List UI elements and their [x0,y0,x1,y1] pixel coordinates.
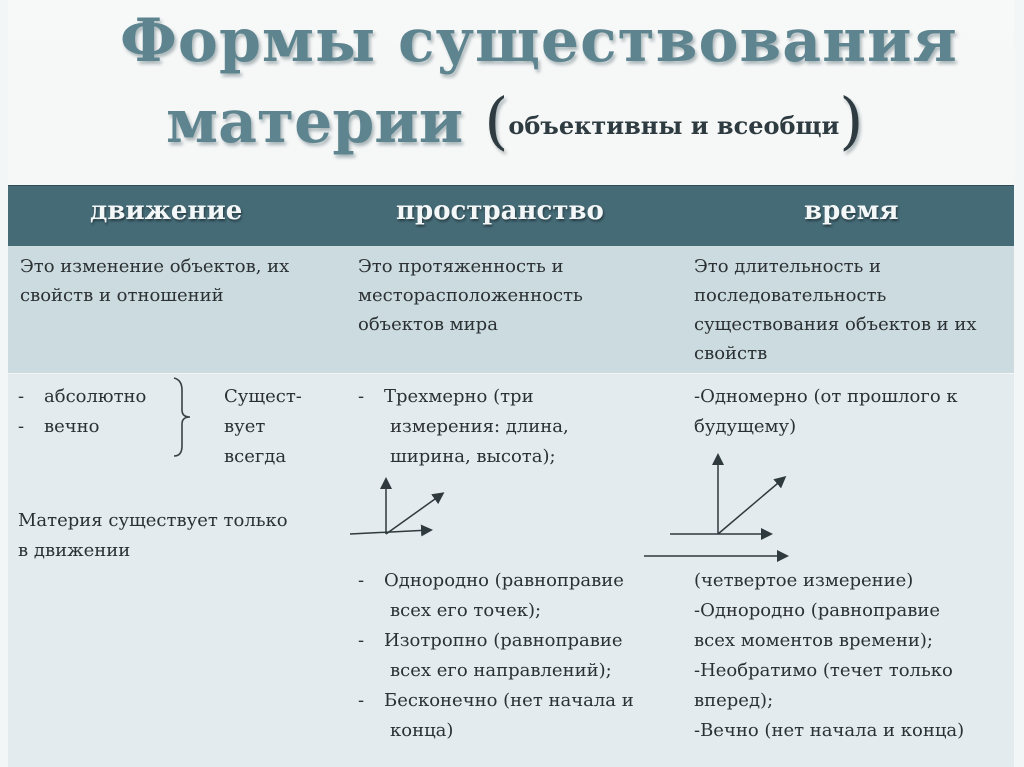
header-motion: движение [90,196,243,226]
list-item [358,686,634,716]
text-line: существования объектов и их [694,314,977,335]
text-line: -Однородно (равноправие [694,600,941,621]
slide-title [120,6,960,169]
bullet-dash: - [358,386,365,407]
curly-brace-icon [170,376,194,458]
text-line: Это изменение объектов, их [20,256,290,277]
motion-brace-note [224,382,302,472]
text-line: -Вечно (нет начала и конца) [694,720,965,741]
text-line: Материя существует только [18,510,288,531]
time-top [694,382,958,442]
close-paren: ) [839,84,864,157]
definition-space [358,252,583,339]
text-line: -Одномерно (от прошлого к [694,386,958,407]
list-item-text: абсолютно [44,386,147,407]
text-line: конца) [390,720,454,741]
list-item-text: Изотропно (равноправие [384,630,623,651]
open-paren: ( [484,84,509,157]
text-line: месторасположенность [358,285,583,306]
list-item [358,382,569,412]
text-line: Это протяженность и [358,256,564,277]
title-line-1: Формы существования [120,6,958,76]
text-line: Это длительность и [694,256,882,277]
space-top [358,382,569,472]
list-item [358,566,634,596]
motion-bullets [18,382,146,442]
definition-motion [20,252,289,310]
list-item [18,382,146,412]
list-item-text: Бесконечно (нет начала и [384,690,634,711]
bullet-dash: - [18,386,25,407]
title-word: материи [166,87,464,157]
list-item [18,412,146,442]
text-line: свойств и отношений [20,285,224,306]
list-item-text: Однородно (равноправие [384,570,624,591]
text-line: объектов мира [358,314,498,335]
text-line: вперед); [694,690,774,711]
motion-statement [18,506,288,566]
bullet-dash: - [358,630,365,651]
list-item [358,626,634,656]
definition-time [694,252,977,368]
time-axis-arrow-icon [642,548,792,564]
text-line: будущему) [694,416,797,437]
text-line: Сущест- [224,386,302,407]
text-line: измерения: длина, [390,416,569,437]
three-dimensional-axes-icon [666,450,796,542]
list-item-text: Трехмерно (три [384,386,534,407]
table-header-row [8,185,1014,246]
text-line: ширина, высота); [390,446,556,467]
title-line-2 [166,86,960,169]
bullet-dash: - [358,690,365,711]
list-item-text: вечно [44,416,100,437]
text-line: последовательность [694,285,887,306]
text-line: в движении [18,540,131,561]
text-line: всех его направлений); [390,660,612,681]
text-line: всех его точек); [390,600,542,621]
three-dimensional-axes-icon [346,472,446,542]
space-properties [358,566,634,746]
text-line: (четвертое измерение) [694,570,914,591]
title-subtitle: объективны и всеобщи [508,111,840,140]
bullet-dash: - [358,570,365,591]
header-space: пространство [396,196,604,226]
time-properties [694,566,964,746]
text-line: свойств [694,343,768,364]
text-line: всех моментов времени); [694,630,933,651]
bullet-dash: - [18,416,25,437]
text-line: всегда [224,446,287,467]
text-line: -Необратимо (течет только [694,660,953,681]
header-time: время [804,196,899,226]
text-line: вует [224,416,266,437]
